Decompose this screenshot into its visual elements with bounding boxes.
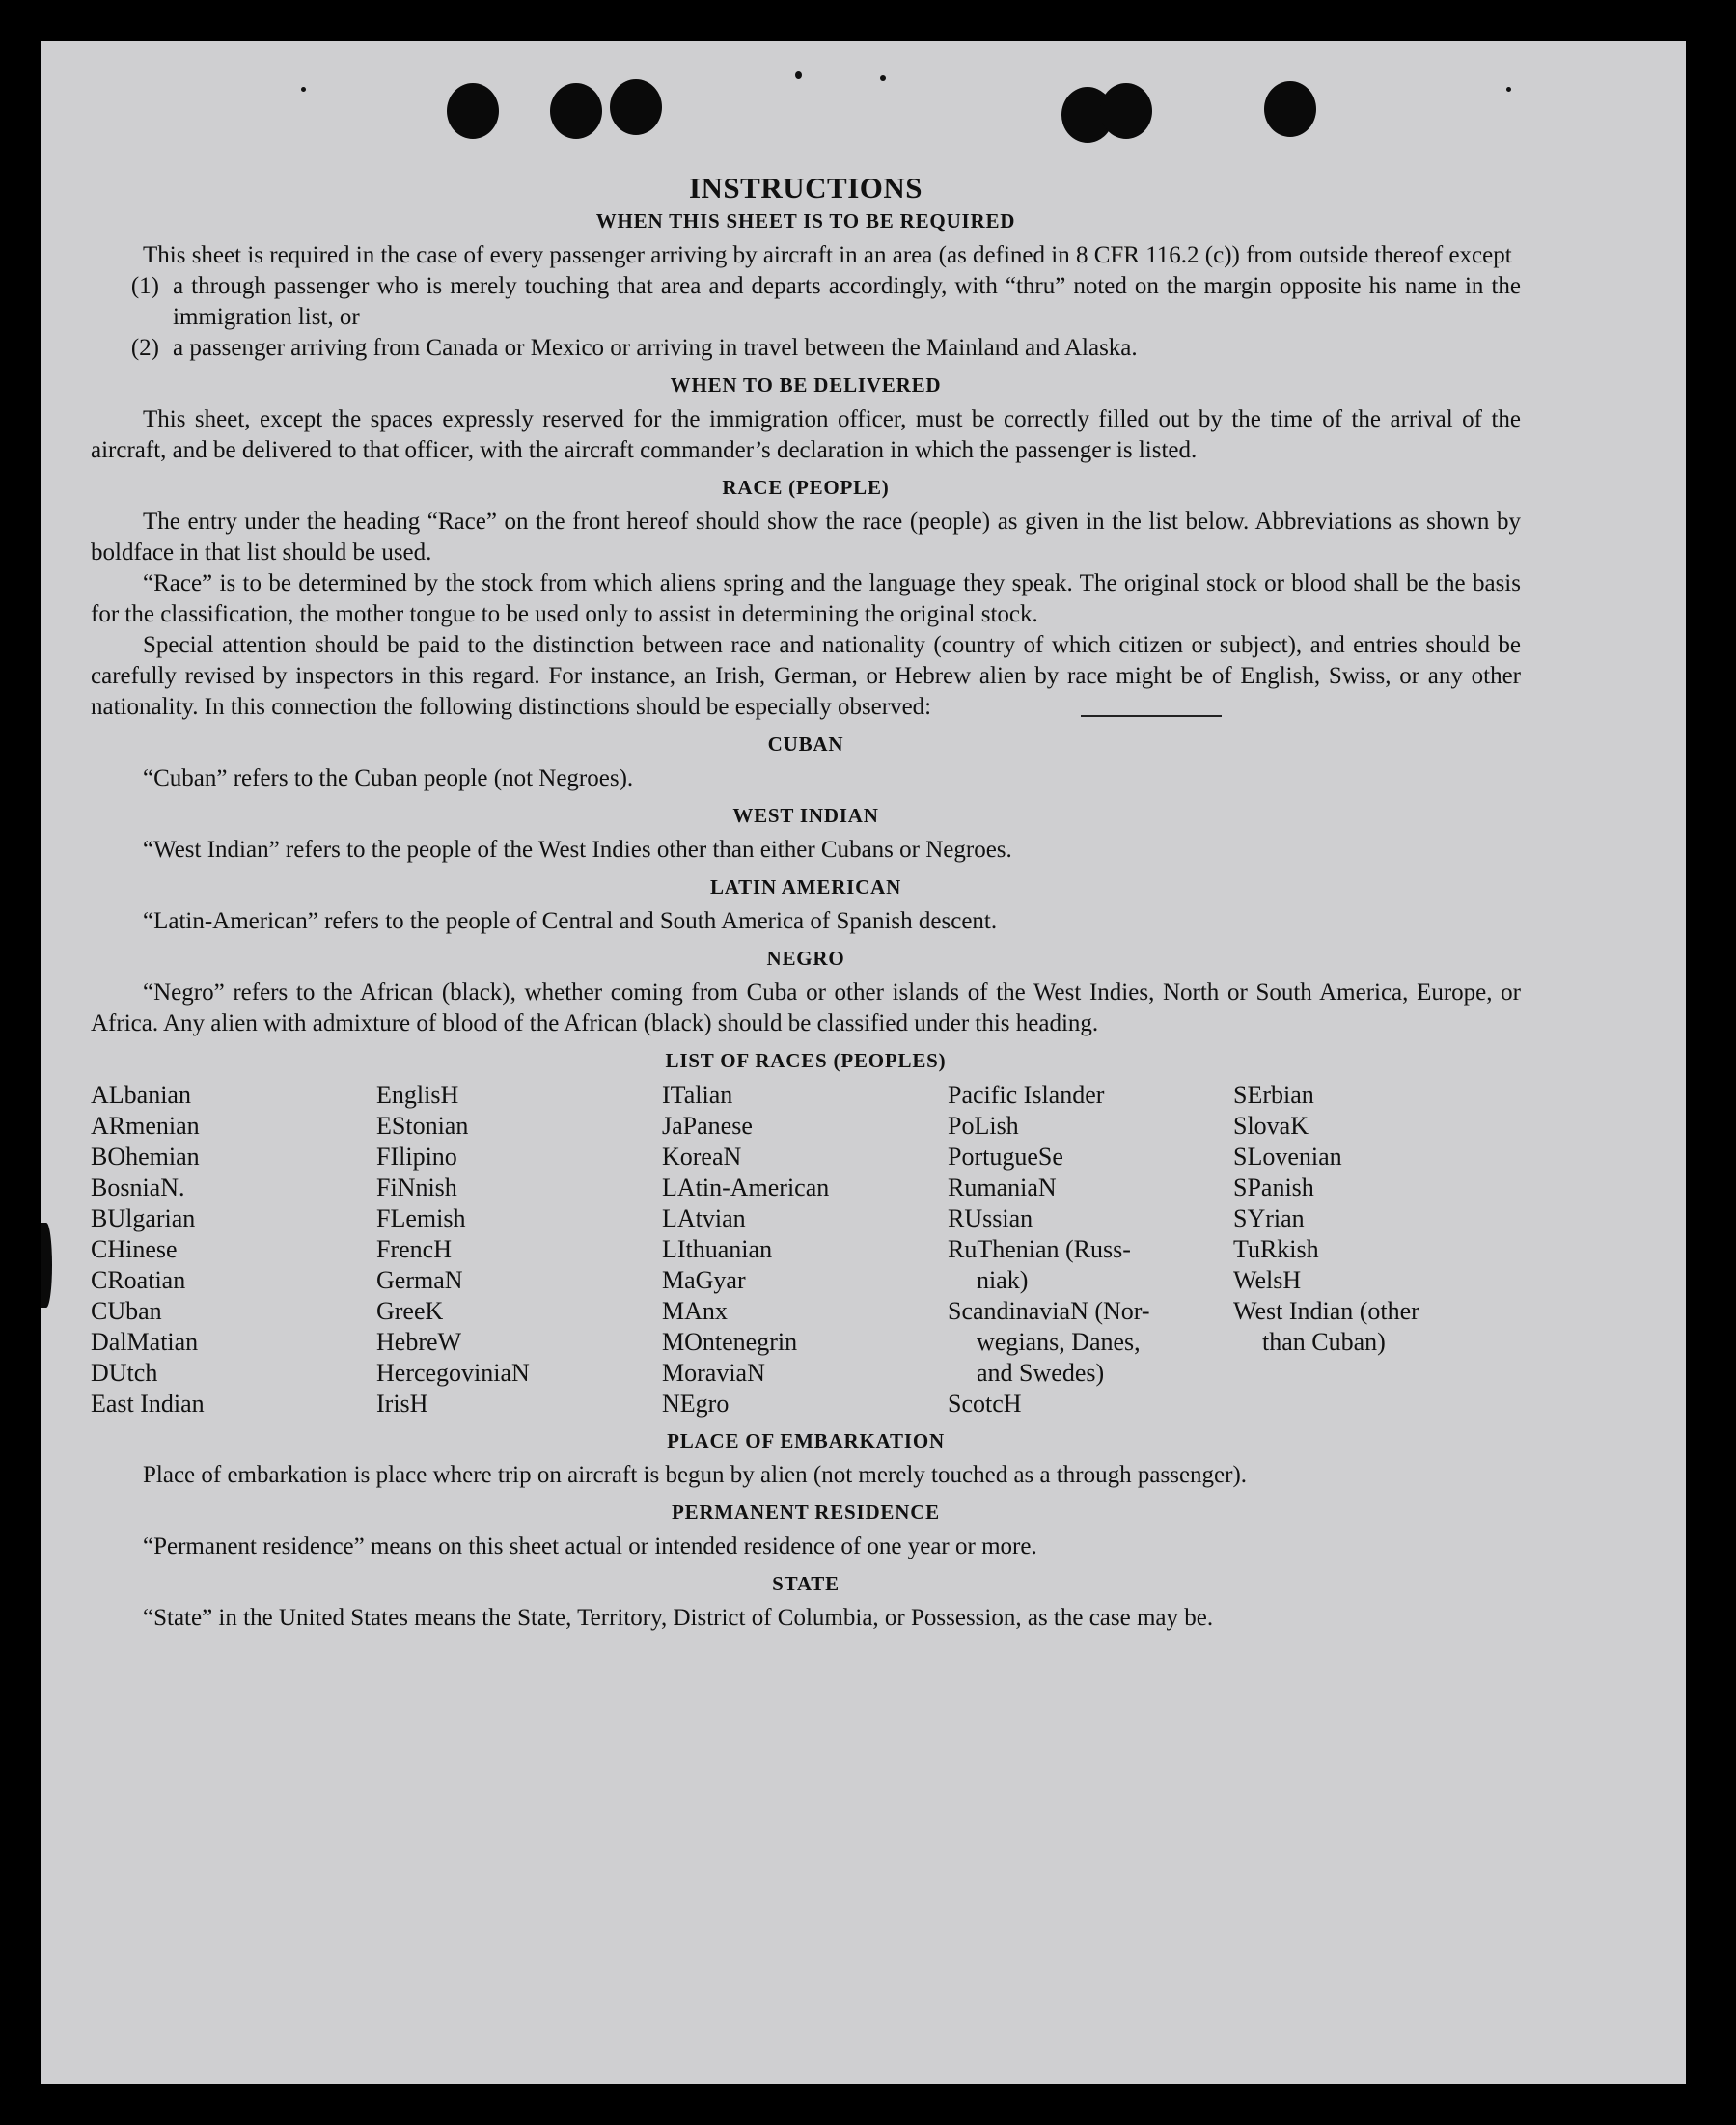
item-number: (2)	[130, 335, 159, 361]
race-item: FrencH	[376, 1235, 452, 1263]
heading-list-of-races: LIST OF RACES (PEOPLES)	[665, 1049, 947, 1072]
race-item: DUtch	[91, 1359, 158, 1387]
race-item: East Indian	[91, 1390, 205, 1418]
page-title: INSTRUCTIONS	[688, 171, 923, 205]
item-text: a passenger arriving from Canada or Mexico or arriving in travel between the Mainland and Alaska.	[173, 335, 1138, 361]
punch-hole	[1100, 83, 1152, 139]
race-item: FLemish	[376, 1204, 466, 1232]
races-column-5	[1233, 1080, 1521, 1420]
race-item: PortugueSe	[948, 1143, 1063, 1171]
race-item: LIthuanian	[662, 1235, 773, 1263]
race-item: HebreW	[376, 1328, 462, 1356]
race-paragraph-2: “Race” is to be determined by the stock from which aliens spring and the language they speak. The original stock or blood shall be the basis for the classification, the mother tongue to be used only to assist in determining the original stock.	[91, 570, 1521, 627]
race-paragraph-3-wrap	[91, 630, 1521, 723]
speck	[795, 71, 802, 79]
race-item-continued: niak)	[977, 1266, 1029, 1294]
edge-mark	[41, 1223, 52, 1308]
exception-item-1	[91, 271, 1521, 333]
race-item: IrisH	[376, 1390, 428, 1418]
embarkation-text: Place of embarkation is place where trip on aircraft is begun by alien (not merely touched as a through passenger).	[143, 1462, 1248, 1488]
heading-race: RACE (PEOPLE)	[722, 476, 890, 499]
divider	[1081, 715, 1222, 717]
race-item: FIlipino	[376, 1143, 457, 1171]
heading-embarkation: PLACE OF EMBARKATION	[667, 1429, 945, 1452]
race-item: ARmenian	[91, 1112, 200, 1140]
heading-state: STATE	[772, 1572, 840, 1595]
race-item: NEgro	[662, 1390, 730, 1418]
races-table	[91, 1080, 1521, 1420]
west-indian-text: “West Indian” refers to the people of the West Indies other than either Cubans or Negroes.	[143, 837, 1012, 863]
when-required-intro: This sheet is required in the case of every passenger arriving by aircraft in an area (as defined in 8 CFR 116.2 (c)) from outside thereof except	[143, 242, 1512, 268]
heading-negro: NEGRO	[766, 947, 845, 970]
exception-item-2	[91, 333, 1521, 364]
race-item-continued: and Swedes)	[977, 1359, 1105, 1387]
race-item: BosniaN.	[91, 1173, 185, 1201]
race-item: ScotcH	[948, 1390, 1022, 1418]
latin-american-text: “Latin-American” refers to the people of Central and South America of Spanish descent.	[143, 908, 998, 934]
race-item: ALbanian	[91, 1081, 191, 1109]
race-item: MAnx	[662, 1297, 728, 1325]
race-item: RUssian	[948, 1204, 1033, 1232]
heading-when-required: WHEN THIS SHEET IS TO BE REQUIRED	[595, 209, 1016, 233]
races-column-3	[662, 1080, 948, 1420]
negro-text: “Negro” refers to the African (black), whether coming from Cuba or other islands of the West Indies, North or South America, Europe, or Africa. Any alien with admixture of blood of the African (black) should be classified under this heading.	[91, 980, 1521, 1036]
punch-hole	[1264, 81, 1316, 137]
race-item: PoLish	[948, 1112, 1019, 1140]
race-item: GermaN	[376, 1266, 463, 1294]
race-item: KoreaN	[662, 1143, 742, 1171]
race-item: EStonian	[376, 1112, 469, 1140]
punch-hole	[610, 79, 662, 135]
race-item: MOntenegrin	[662, 1328, 798, 1356]
races-column-2	[376, 1080, 662, 1420]
race-item: SPanish	[1233, 1173, 1314, 1201]
heading-west-indian: WEST INDIAN	[732, 804, 879, 827]
race-paragraph-1: The entry under the heading “Race” on the front hereof should show the race (people) as given in the list below. Abbreviations as shown by boldface in that list should be used.	[91, 509, 1521, 566]
races-column-1	[91, 1080, 376, 1420]
race-item: ITalian	[662, 1081, 733, 1109]
when-delivered-text: This sheet, except the spaces expressly reserved for the immigration officer, must be correctly filled out by the time of the arrival of the aircraft, and be delivered to that officer, with the aircraft commander’s declaration in which the passenger is listed.	[91, 406, 1521, 463]
state-text: “State” in the United States means the State, Territory, District of Columbia, or Possession, as the case may be.	[143, 1605, 1214, 1631]
race-item: MoraviaN	[662, 1359, 765, 1387]
race-item: CHinese	[91, 1235, 178, 1263]
speck	[1506, 87, 1511, 92]
cuban-text: “Cuban” refers to the Cuban people (not Negroes).	[143, 765, 634, 791]
race-paragraph-3: Special attention should be paid to the distinction between race and nationality (country of which citizen or subject), and entries should be carefully revised by inspectors in this regard. For instance, an Irish, German, or Hebrew alien by race might be of English, Swiss, or any other nationality. In this connection the following distinctions should be especially observed:	[91, 632, 1521, 720]
race-item: SlovaK	[1233, 1112, 1309, 1140]
race-item: LAtvian	[662, 1204, 746, 1232]
item-text: a through passenger who is merely touching that area and departs accordingly, with “thru” noted on the margin opposite his name in the immigration list, or	[173, 273, 1521, 330]
instructions-content	[91, 173, 1521, 1634]
race-item: ScandinaviaN (Nor-	[948, 1297, 1150, 1325]
race-item: FiNnish	[376, 1173, 457, 1201]
race-item: Pacific Islander	[948, 1081, 1105, 1109]
race-item: RumaniaN	[948, 1173, 1057, 1201]
race-item: SLovenian	[1233, 1143, 1342, 1171]
race-item: JaPanese	[662, 1112, 753, 1140]
race-item: WelsH	[1233, 1266, 1302, 1294]
speck	[301, 87, 306, 92]
race-item-continued: than Cuban)	[1262, 1328, 1386, 1356]
race-item-continued: wegians, Danes,	[977, 1328, 1141, 1356]
heading-permanent-residence: PERMANENT RESIDENCE	[672, 1501, 940, 1524]
races-column-4	[948, 1080, 1233, 1420]
document-page	[41, 41, 1686, 2084]
race-item: BUlgarian	[91, 1204, 196, 1232]
race-item: TuRkish	[1233, 1235, 1319, 1263]
race-item: RuThenian (Russ-	[948, 1235, 1131, 1263]
heading-when-delivered: WHEN TO BE DELIVERED	[670, 373, 942, 397]
race-item: EnglisH	[376, 1081, 459, 1109]
item-number: (1)	[130, 273, 159, 299]
race-item: SErbian	[1233, 1081, 1314, 1109]
heading-latin-american: LATIN AMERICAN	[709, 875, 902, 898]
race-item: LAtin-American	[662, 1173, 830, 1201]
punch-hole	[447, 83, 499, 139]
race-item: SYrian	[1233, 1204, 1305, 1232]
race-item: MaGyar	[662, 1266, 746, 1294]
race-item: GreeK	[376, 1297, 444, 1325]
race-item: DalMatian	[91, 1328, 199, 1356]
speck	[880, 75, 886, 81]
permanent-residence-text: “Permanent residence” means on this sheet actual or intended residence of one year or more.	[143, 1533, 1037, 1559]
race-item: BOhemian	[91, 1143, 200, 1171]
heading-cuban: CUBAN	[767, 732, 844, 756]
race-item: HercegoviniaN	[376, 1359, 530, 1387]
race-item: CRoatian	[91, 1266, 186, 1294]
race-item: West Indian (other	[1233, 1297, 1419, 1325]
punch-hole	[550, 83, 602, 139]
race-item: CUban	[91, 1297, 162, 1325]
